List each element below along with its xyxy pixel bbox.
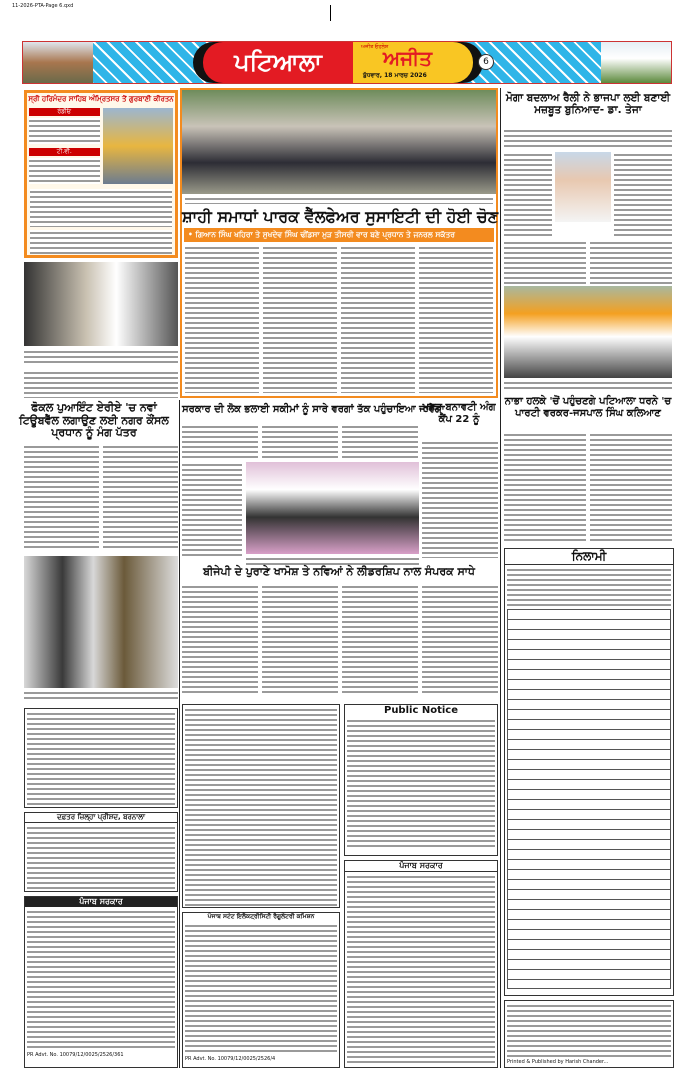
punjab-sarkar-left-title: ਪੰਜਾਬ ਸਰਕਾਰ bbox=[25, 897, 177, 907]
city-name: ਪਟਿਆਲਾ bbox=[203, 42, 353, 83]
ad-psercr bbox=[182, 912, 340, 1068]
nilami-table bbox=[507, 609, 671, 989]
nilami-ad bbox=[504, 548, 674, 996]
punjab-sarkar-title: ਪੰਜਾਬ ਸਰਕਾਰ bbox=[345, 861, 497, 872]
label-radio: ਰੇਡੀਓ bbox=[29, 108, 100, 116]
moga-headline: ਮੋਗਾ ਬਦਲਾਅ ਰੈਲੀ ਨੇ ਭਾਜਪਾ ਲਈ ਬਣਾਈ ਮਜ਼ਬੂਤ ਬੁਨਿਆਦ- ਡਾ. ਤੇਜਾ bbox=[505, 92, 671, 117]
masthead bbox=[22, 41, 672, 84]
imprint-text: Printed & Published by Harish Chander... bbox=[507, 1059, 609, 1065]
pr-advt-left: PR Advt. No. 10079/12/0025/2526/361 bbox=[27, 1052, 124, 1058]
lead-group-photo bbox=[182, 90, 496, 194]
dr-teja-photo bbox=[555, 152, 611, 222]
masthead-photo-right bbox=[601, 42, 671, 83]
lead-headline: ਸ਼ਾਹੀ ਸਮਾਧਾਂ ਪਾਰਕ ਵੈੱਲਫੇਅਰ ਸੁਸਾਇਟੀ ਦੀ ਹੋਈ ਚੋਣ bbox=[182, 207, 499, 226]
gurbani-ad-title: ਸ੍ਰੀ ਹਰਿਮੰਦਰ ਸਾਹਿਬ ਅੰਮ੍ਰਿਤਸਰ ਤੋਂ ਗੁਰਬਾਣੀ ਕੀਰਤਨ bbox=[28, 95, 174, 103]
punjab-sarkar-ad bbox=[344, 860, 498, 1068]
ad-center-left bbox=[182, 704, 340, 908]
page-number: 6 bbox=[478, 54, 494, 70]
camp-headline: ਮੁਫ਼ਤ ਬਨਾਵਟੀ ਅੰਗ ਕੈਂਪ 22 ਨੂੰ bbox=[422, 402, 496, 425]
pr-advt-center: PR Advt. No. 10079/12/0025/2526/4 bbox=[185, 1056, 276, 1062]
public-notice-title: Public Notice bbox=[383, 705, 459, 716]
registration-mark bbox=[330, 5, 331, 21]
ad-left-1 bbox=[24, 708, 178, 808]
lead-subheadline: • ਗਿਆਨ ਸਿੰਘ ਖਹਿਰਾ ਤੇ ਸੁਖਦੇਵ ਸਿੰਘ ਢੀਂਡਸਾ ਮੁੜ ਤੀਸਰੀ ਵਾਰ ਬਣੇ ਪ੍ਰਧਾਨ ਤੇ ਜਨਰਲ ਸਕੱਤਰ bbox=[184, 228, 494, 242]
ad-barnala bbox=[24, 812, 178, 892]
ad-punjab-sarkar-left bbox=[24, 896, 178, 1068]
masthead-photo-left bbox=[23, 42, 93, 83]
meeting-photo bbox=[246, 462, 419, 554]
issue-date: ਬੁੱਧਵਾਰ, 18 ਮਾਰਚ 2026 bbox=[363, 72, 427, 79]
bjp-headline: ਬੀਜੇਪੀ ਦੇ ਪੁਰਾਣੇ ਖਾਮੋਸ਼ ਤੇ ਨਵਿਆਂ ਨੇ ਲੀਡਰਸ਼ਿਪ ਨਾਲ ਸੰਪਰਕ ਸਾਧੇ bbox=[203, 565, 475, 578]
tubewell-headline: ਫੋਕਲ ਪੁਆਇੰਟ ਏਰੀਏ 'ਚ ਨਵਾਂ ਟਿਊਬਵੈੱਲ ਲਗਾਉਣ ਲਈ ਨਗਰ ਕੌਂਸਲ ਪ੍ਰਧਾਨ ਨੂੰ ਮੰਗ ਪੱਤਰ bbox=[19, 401, 169, 440]
nabha-headline: ਨਾਭਾ ਹਲਕੇ 'ਚੋਂ ਪਹੁੰਚਣਗੇ ਪਟਿਆਲਾ ਧਰਨੇ 'ਚ ਪਾਰਟੀ ਵਰਕਰ-ਜਸਪਾਲ ਸਿੰਘ ਕਲਿਆਣ bbox=[504, 396, 672, 419]
nabha-group-photo bbox=[504, 286, 672, 378]
memorandum-photo bbox=[24, 262, 178, 346]
print-slug: 11-2026-PTA-Page 6.qxd bbox=[12, 3, 74, 9]
brand-tag: ਅਜੀਤ ਓਹਲੇਸ਼ bbox=[361, 44, 389, 50]
police-officer-photo bbox=[24, 556, 178, 688]
middle-headline: ਸਰਕਾਰ ਦੀ ਲੋਕ ਭਲਾਈ ਸਕੀਮਾਂ ਨੂੰ ਸਾਰੇ ਵਰਗਾਂ ਤੱਕ ਪਹੁੰਚਾਇਆ ਜਾਵੇਗਾ bbox=[182, 404, 445, 415]
barnala-ad-title: ਦਫ਼ਤਰ ਜ਼ਿਲ੍ਹਾ ਪ੍ਰੀਸ਼ਦ, ਬਰਨਾਲਾ bbox=[25, 813, 177, 823]
brand-name: ਅਜੀਤ bbox=[383, 46, 433, 70]
imprint bbox=[504, 1000, 674, 1068]
psercr-title: ਪੰਜਾਬ ਸਟੇਟ ਇਲੈਕਟ੍ਰੀਸਿਟੀ ਰੈਗੂਲੇਟਰੀ ਕਮਿਸ਼ਨ bbox=[207, 913, 315, 920]
nilami-title: ਨਿਲਾਮੀ bbox=[505, 549, 673, 565]
label-tv: ਟੀ.ਵੀ. bbox=[29, 148, 100, 156]
lead-story bbox=[180, 88, 498, 398]
golden-temple-photo bbox=[103, 108, 174, 184]
public-notice-ad bbox=[344, 704, 498, 856]
gurbani-ad bbox=[24, 90, 178, 258]
